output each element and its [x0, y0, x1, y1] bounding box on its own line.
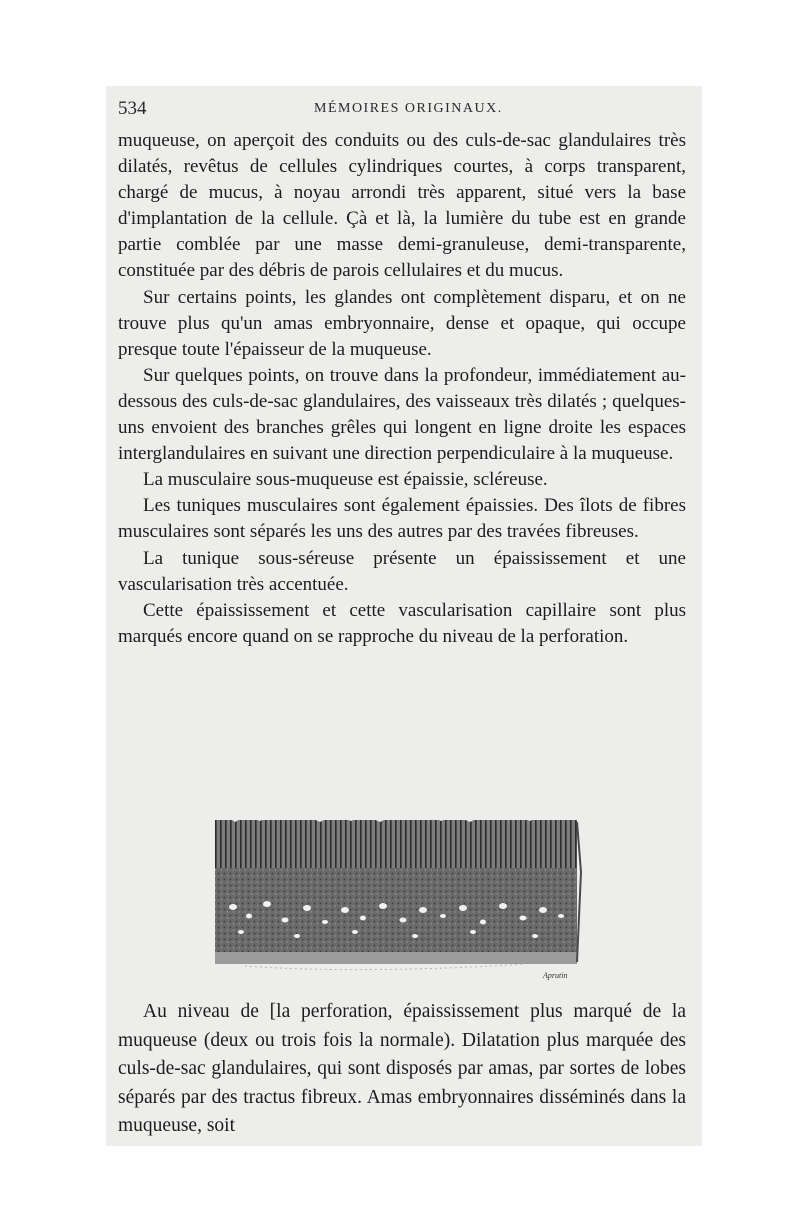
paragraph: La tunique sous-séreuse présente un épaississement et une vascularisation très accentuée. — [118, 547, 686, 595]
paragraph: Cette épaississement et cette vascularisation capillaire sont plus marqués encore quand on se rapproche du niveau de la perforation. — [118, 599, 686, 647]
paragraph: muqueuse, on aperçoit des conduits ou des culs-de-sac glandulaires très dilatés, revêtus de cellules cylindriques courtes, à corps transparent, chargé de mucus, à noyau arrondi très apparent, situé vers la base d'implantation de la cellule. Çà et là, la lumière du tube est en grande partie comblée par une masse demi-granuleuse, demi-transparente, constituée par des débris de parois cellulaires et du mucus. — [118, 130, 686, 282]
paragraph: Les tuniques musculaires sont également épaissies. Des îlots de fibres musculaires sont séparés les uns des autres par des travées fibreuses. — [118, 495, 686, 543]
tissue-section-illustration — [205, 812, 595, 982]
running-head: MÉMOIRES ORIGINAUX. — [314, 101, 503, 116]
tissue-edge-right — [577, 822, 581, 962]
paragraph: Sur quelques points, on trouve dans la profondeur, immédiatement au-dessous des culs-de-sac glandulaires, des vaisseaux très dilatés ; quelques-uns envoient des branches grêles qui longent en ligne droite les espaces interglandulaires en suivant une direction perpendiculaire à la muqueuse. — [118, 364, 686, 465]
muscular-layer — [215, 952, 577, 964]
paragraph: La musculaire sous-muqueuse est épaissie, scléreuse. — [143, 469, 548, 491]
paragraph: Au niveau de [la perforation, épaississement plus marqué de la muqueuse (deux ou trois fois la normale). Dilatation plus marquée des culs-de-sac glandulaires, qui sont disposés par amas, par sortes de lobes séparés par des tractus fibreux. Amas embryonnaires disséminés dans la muqueuse, soit — [118, 1001, 686, 1136]
page-header — [118, 98, 686, 124]
glandular-layer — [215, 820, 577, 868]
page-number: 534 — [118, 98, 147, 119]
illustrator-signature: Aprutin — [543, 971, 568, 980]
paragraph: Sur certains points, les glandes ont complètement disparu, et on ne trouve plus qu'un amas embryonnaire, dense et opaque, qui occupe presque toute l'épaisseur de la muqueuse. — [118, 286, 686, 360]
tissue-outline-bottom — [245, 964, 525, 970]
body-text-bottom — [118, 998, 686, 1141]
histology-figure — [205, 812, 595, 982]
body-text-top — [118, 128, 686, 650]
